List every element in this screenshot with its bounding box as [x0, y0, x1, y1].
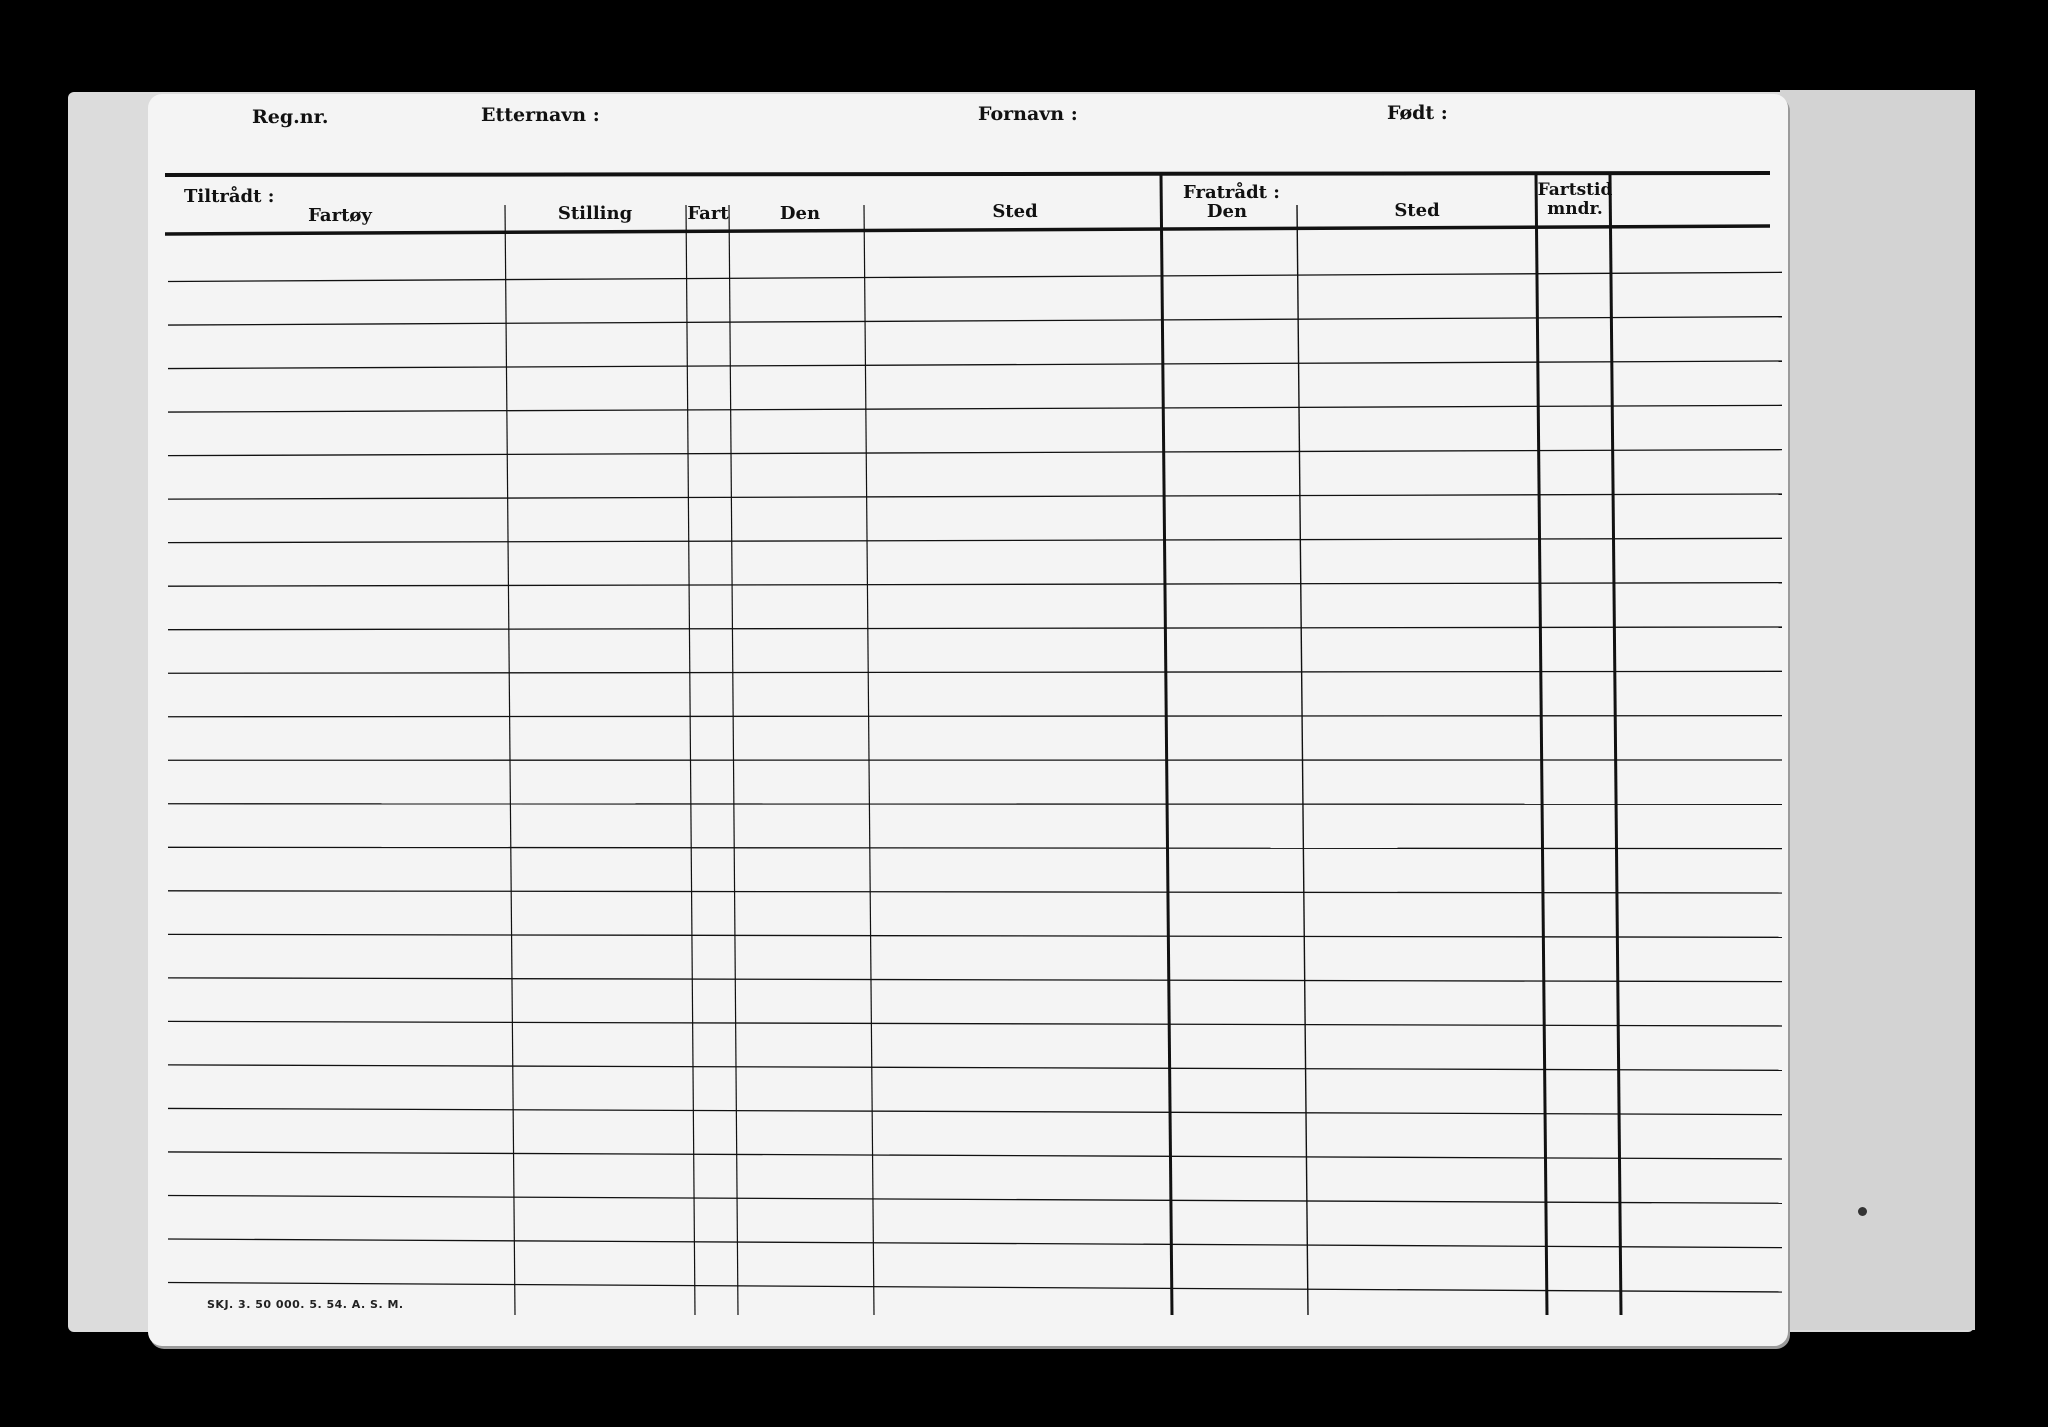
row-rule	[168, 891, 1782, 893]
row-rule	[168, 1152, 1782, 1159]
col-sted-fratradt: Sted	[1394, 200, 1440, 221]
row-rule	[168, 361, 1782, 369]
row-rule	[168, 1021, 1782, 1026]
fodt-label: Født :	[1387, 102, 1448, 124]
row-rule	[168, 317, 1782, 325]
row-rule	[168, 978, 1782, 982]
row-rule	[168, 1065, 1782, 1070]
row-rule	[168, 1108, 1782, 1114]
col-fartstid: Fartstid	[1537, 180, 1613, 200]
col-den-tiltradt: Den	[779, 203, 821, 224]
col-sted-tiltradt: Sted	[992, 201, 1038, 222]
col-stilling: Stilling	[557, 203, 633, 224]
col-rule-fartstid-end	[1610, 175, 1621, 1315]
col-rule-fartstid	[1536, 175, 1547, 1315]
form-footer-code: SKJ. 3. 50 000. 5. 54. A. S. M.	[207, 1298, 404, 1311]
row-rule	[168, 1195, 1782, 1203]
col-den-fratradt: Den	[1206, 201, 1248, 222]
fratradt-label: Fratrådt :	[1183, 182, 1280, 203]
row-rule	[168, 272, 1782, 281]
col-fartstid-unit: mndr.	[1547, 199, 1603, 219]
row-rule	[168, 934, 1782, 937]
row-rule	[168, 847, 1782, 848]
col-fart: Fart	[687, 203, 729, 224]
header-top-rule	[165, 173, 1770, 175]
row-rule	[168, 1239, 1782, 1248]
col-fartoy: Fartøy	[308, 205, 372, 226]
reg-nr-label: Reg.nr.	[252, 106, 329, 128]
fornavn-label: Fornavn :	[978, 103, 1078, 125]
row-rule	[168, 1283, 1782, 1292]
row-rule	[168, 405, 1782, 412]
punch-hole	[1858, 1207, 1867, 1216]
etternavn-label: Etternavn :	[481, 104, 600, 126]
col-rule-fratradt	[1161, 175, 1172, 1315]
header-bottom-rule	[165, 226, 1770, 234]
row-rule	[168, 804, 1782, 805]
tiltradt-label: Tiltrådt :	[184, 186, 275, 207]
